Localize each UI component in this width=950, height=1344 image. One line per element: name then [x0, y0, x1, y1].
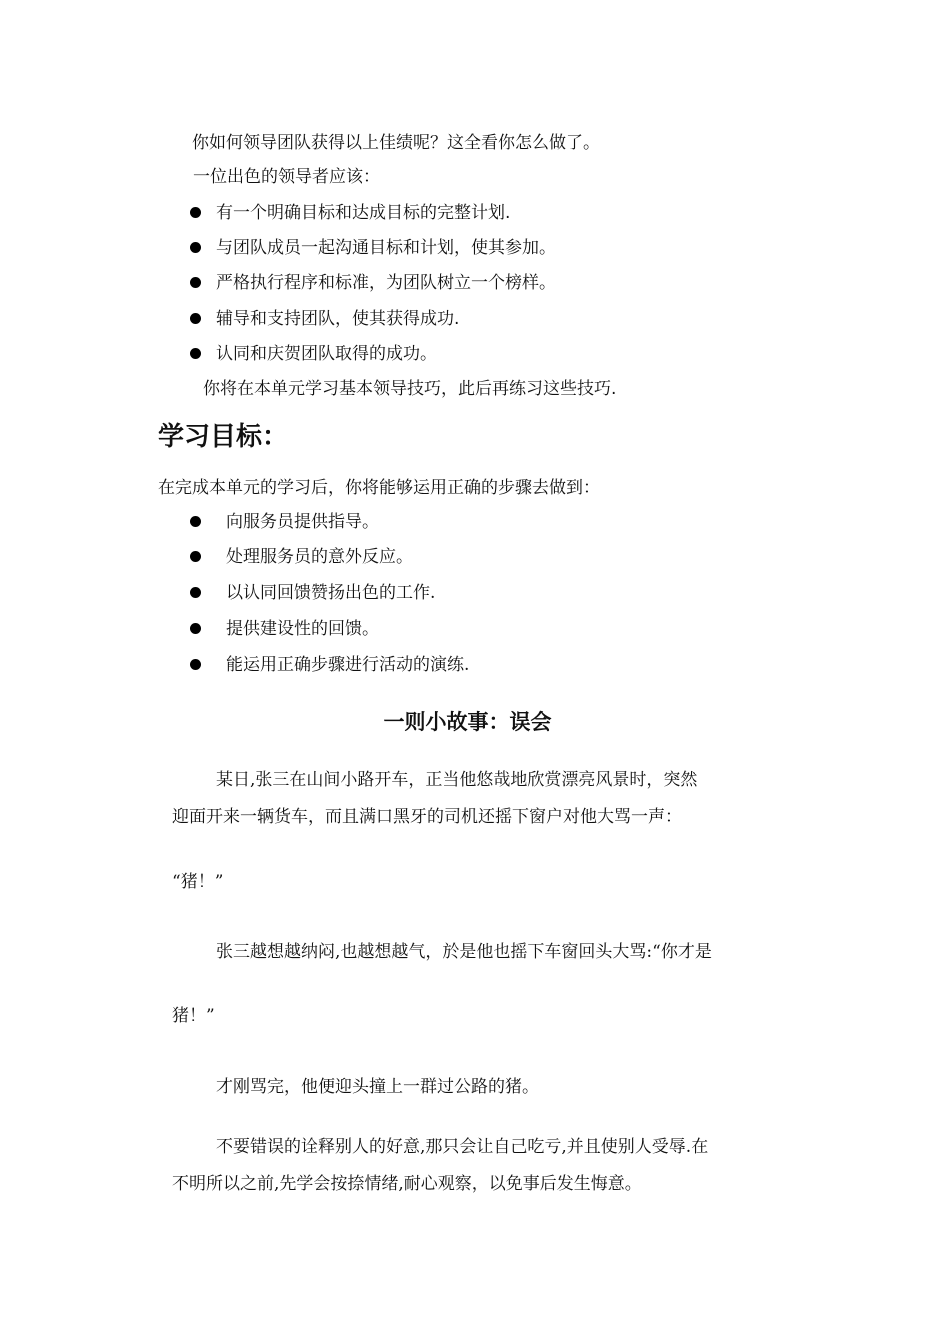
bullet-icon [190, 659, 201, 670]
bullet-icon [190, 516, 201, 527]
story-paragraph-2-line-1: 张三越想越纳闷,也越想越气，於是他也摇下车窗回头大骂:“你才是 [216, 942, 712, 962]
story-paragraph-1-line-1: 某日,张三在山间小路开车，正当他悠哉地欣赏漂亮风景时，突然 [216, 770, 698, 790]
objective-item: 向服务员提供指导。 [226, 512, 379, 532]
bullet-icon [190, 207, 201, 218]
bullet-icon [190, 587, 201, 598]
intro-lead-in: 一位出色的领导者应该： [193, 167, 380, 187]
intro-bullet-item: 严格执行程序和标准，为团队树立一个榜样。 [216, 273, 556, 293]
intro-bullet-item: 辅导和支持团队，使其获得成功. [216, 309, 460, 329]
story-title: 一则小故事：误会 [383, 710, 552, 734]
story-quote: “猪！” [172, 872, 224, 892]
bullet-icon [190, 551, 201, 562]
intro-closing: 你将在本单元学习基本领导技巧，此后再练习这些技巧. [203, 379, 617, 399]
bullet-icon [190, 313, 201, 324]
intro-bullet-item: 与团队成员一起沟通目标和计划，使其参加。 [216, 238, 556, 258]
bullet-icon [190, 348, 201, 359]
story-moral-line-2: 不明所以之前,先学会按捺情绪,耐心观察，以免事后发生悔意。 [172, 1174, 642, 1194]
objectives-lead-in: 在完成本单元的学习后，你将能够运用正确的步骤去做到： [158, 478, 600, 498]
story-moral-line-1: 不要错误的诠释别人的好意,那只会让自己吃亏,并且使别人受辱.在 [216, 1137, 709, 1157]
objective-item: 以认同回馈赞扬出色的工作. [226, 583, 436, 603]
story-paragraph-1-line-2: 迎面开来一辆货车，而且满口黑牙的司机还摇下窗户对他大骂一声： [172, 807, 682, 827]
objectives-heading: 学习目标： [158, 422, 289, 452]
objective-item: 提供建设性的回馈。 [226, 619, 379, 639]
objective-item: 处理服务员的意外反应。 [226, 547, 413, 567]
bullet-icon [190, 623, 201, 634]
intro-bullet-item: 认同和庆贺团队取得的成功。 [216, 344, 437, 364]
bullet-icon [190, 242, 201, 253]
objective-item: 能运用正确步骤进行活动的演练. [226, 655, 470, 675]
intro-bullet-item: 有一个明确目标和达成目标的完整计划. [216, 203, 511, 223]
bullet-icon [190, 277, 201, 288]
story-paragraph-3: 才刚骂完，他便迎头撞上一群过公路的猪。 [216, 1077, 539, 1097]
intro-question: 你如何领导团队获得以上佳绩呢？这全看你怎么做了。 [192, 133, 600, 153]
story-paragraph-2-line-2: 猪！” [172, 1006, 215, 1026]
